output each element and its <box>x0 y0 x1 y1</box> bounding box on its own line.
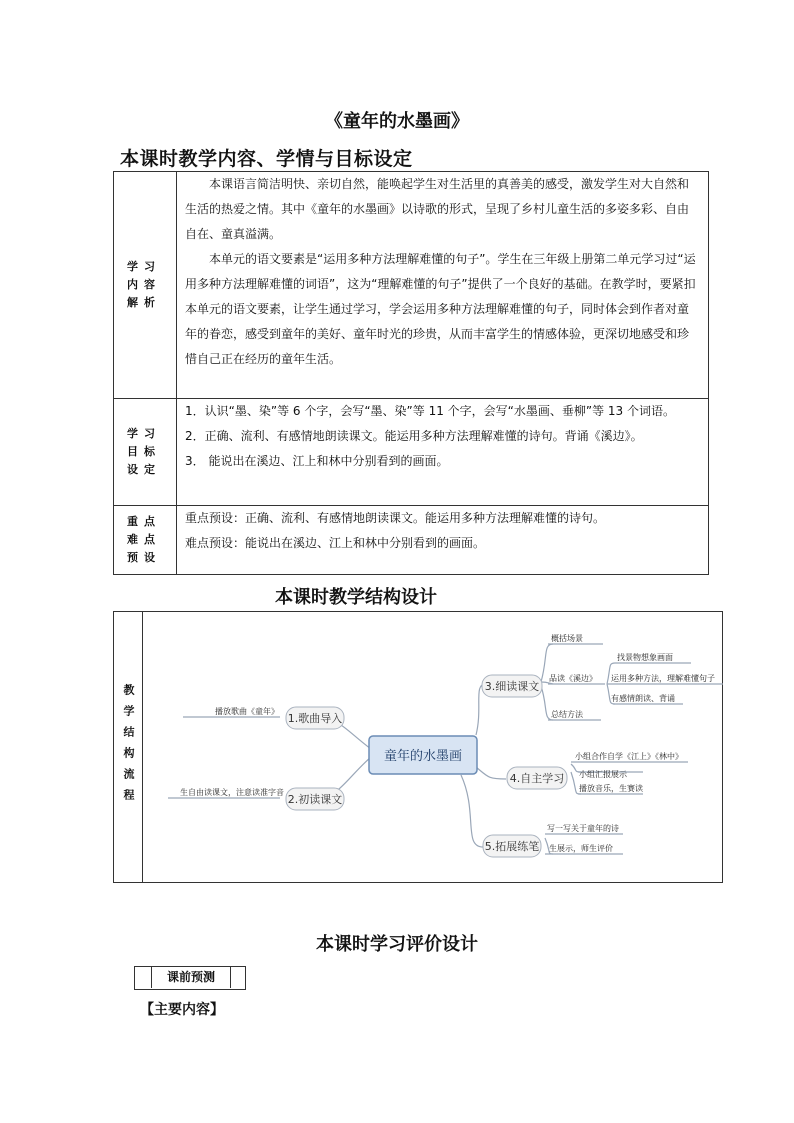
pre-class-tag-label: 课前预测 <box>151 966 231 988</box>
leaf-b4-3: 播放音乐，生赛读 <box>579 784 643 793</box>
goal-item-2: 2．正确、流利、有感情地朗读课文。能运用多种方法理解难懂的诗句。背诵《溪边》。 <box>185 429 643 443</box>
leaf-b4-1: 小组合作自学《江上》《林中》 <box>575 752 683 761</box>
goal-item-1: 1．认识“墨、染”等 6 个字，会写“墨、染”等 11 个字，会写“水墨画、垂柳”等 13 个词语。 <box>185 404 675 418</box>
connector-b4 <box>476 767 506 779</box>
node-b2: 2.初读课文 <box>287 793 343 806</box>
key-point-item: 重点预设：正确、流利、有感情地朗读课文。能运用多种方法理解难懂的诗句。 <box>185 511 606 525</box>
goals-cell <box>177 399 709 506</box>
leaf-b5-1: 写一写关于童年的诗 <box>547 824 619 833</box>
goal-item-3: 3． 能说出在溪边、江上和林中分别看到的画面。 <box>185 454 449 468</box>
main-content-heading: 【主要内容】 <box>140 1002 224 1018</box>
leaf-b3-3: 总结方法 <box>551 710 583 719</box>
row-label-goals: 学习目标设定 <box>114 399 177 506</box>
lesson-table <box>113 171 709 575</box>
section-heading-content: 本课时教学内容、学情与目标设定 <box>120 148 413 170</box>
table-row <box>114 506 709 575</box>
table-row <box>114 399 709 506</box>
node-b3: 3.细读课文 <box>484 680 540 693</box>
node-b1: 1.歌曲导入 <box>287 712 343 725</box>
connector-b5 <box>461 775 483 847</box>
structure-label-cell <box>114 612 143 882</box>
sub-b3-2: 运用多种方法，理解难懂句子 <box>611 674 715 683</box>
sub-b3-3: 有感情朗读、背诵 <box>611 694 675 703</box>
leaf-b3-1: 概括场景 <box>551 634 583 643</box>
central-node-label: 童年的水墨画 <box>383 749 463 764</box>
structure-box <box>113 611 723 883</box>
leaf-b5-2: 生展示，师生评价 <box>549 844 613 853</box>
structure-label: 教学结构流程 <box>122 684 135 810</box>
sub-b3-1: 找景物想象画面 <box>617 653 673 662</box>
analysis-paragraph-2: 本单元的语文要素是“运用多种方法理解难懂的句子”。学生在三年级上册第二单元学习过“运用多种方法理解难懂的词语”，这为“理解难懂的句子”提供了一个良好的基础。在教学时，要紧扣本单元的语文要素，让学生通过学习，学会运用多种方法理解难懂的句子，同时体会到作者对童年的眷恋，感受到童年的美好、童年时光的珍贵，从而丰富学生的情感体验，更深切地感受和珍惜自己正在经历的童年生活。 <box>185 252 696 366</box>
leaf-b3-2: 品读《溪边》 <box>549 674 597 683</box>
section-heading-evaluation: 本课时学习评价设计 <box>316 934 478 955</box>
table-row <box>114 172 709 399</box>
key-points-cell <box>177 506 709 575</box>
row-label-key-points: 重点难点预设 <box>114 506 177 575</box>
section-heading-structure: 本课时教学结构设计 <box>275 587 437 608</box>
leaf-b2: 生自由读课文，注意读准字音 <box>180 788 284 797</box>
content-analysis-cell <box>177 172 709 399</box>
leaf-b4-2: 小组汇报展示 <box>579 770 627 779</box>
difficulty-item: 难点预设：能说出在溪边、江上和林中分别看到的画面。 <box>185 536 486 550</box>
document-title: 《童年的水墨画》 <box>325 111 469 132</box>
leaf-b1: 播放歌曲《童年》 <box>215 707 279 716</box>
analysis-paragraph-1: 本课语言简洁明快、亲切自然，能唤起学生对生活里的真善美的感受，激发学生对大自然和生活的热爱之情。其中《童年的水墨画》以诗歌的形式，呈现了乡村儿童生活的多姿多彩、自由自在、童真溢满。 <box>185 177 690 241</box>
pre-class-tag <box>134 966 246 990</box>
node-b4: 4.自主学习 <box>509 772 565 785</box>
row-label-content-analysis: 学习内容解析 <box>114 172 177 399</box>
mind-map <box>143 612 723 882</box>
node-b5: 5.拓展练笔 <box>484 840 540 853</box>
